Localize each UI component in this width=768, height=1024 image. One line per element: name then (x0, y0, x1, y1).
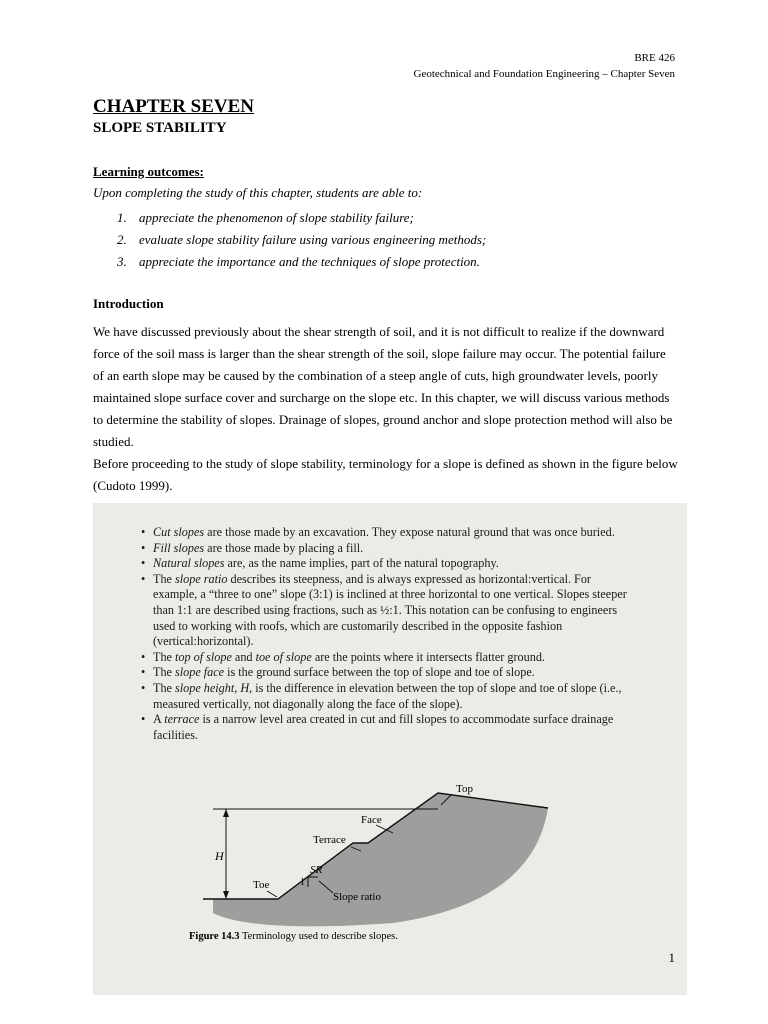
list-text: evaluate slope stability failure using various engineering methods; (139, 232, 487, 247)
header-subtitle: Geotechnical and Foundation Engineering – Chapter Seven (413, 68, 675, 80)
scanned-figure (93, 503, 687, 995)
term: top of slope (175, 649, 232, 664)
chapter-subtitle: SLOPE STABILITY (93, 120, 227, 136)
learning-outcomes-list (93, 207, 486, 273)
list-text: appreciate the importance and the techniques of slope protection. (139, 254, 480, 269)
label-one: 1 (300, 877, 305, 888)
soil-mass (213, 793, 548, 926)
introduction-heading: Introduction (93, 296, 164, 311)
list-item: • Fill slopes are those made by placing a fill. (141, 540, 364, 555)
list-item: • The slope height, H, is the difference in elevation between the top of slope and toe of slope (i.e., measured vertically, not diagonally along the face of the slope). (141, 680, 622, 711)
term: terrace (164, 712, 200, 727)
term: slope face (175, 665, 225, 680)
label-face: Face (361, 814, 382, 826)
list-item: • Cut slopes are those made by an excavation. They expose natural ground that was once buried. (141, 525, 615, 539)
list-item: • A terrace is a narrow level area created in cut and fill slopes to accommodate surface drainage facilities. (141, 712, 614, 742)
learning-outcomes-intro: Upon completing the study of this chapter, students are able to: (93, 185, 423, 200)
list-number: 3. (117, 254, 127, 269)
list-number: 2. (117, 232, 127, 247)
slope-diagram (93, 503, 687, 995)
figure-caption (189, 931, 398, 942)
list-item: • The slope ratio describes its steepness, and is always expressed as horizontal:vertical. For example, a “three to one” slope (3:1) is inclined at three horizontal to one vertical. Slopes steeper than 1:1 are described using fractions, such as ½:1. This notation can be confusing to engineers used to working with roofs, which are customarily described in the opposite fashion (vertical:horizontal). (141, 571, 627, 649)
paragraph-1: We have discussed previously about the shear strength of soil, and it is not difficult to realize if the downward force of the soil mass is larger than the shear strength of the soil, slope failure may occur. The potential failure of an earth slope may be caused by the combination of a steep angle of cuts, high groundwater levels, poorly maintained slope surface cover and surcharge on the slope etc. In this chapter, we will discuss various methods to determine the stability of slopes. Drainage of slopes, ground anchor and slope protection method will also be studied. (93, 324, 673, 449)
term: Cut slopes (153, 525, 205, 539)
list-text: appreciate the phenomenon of slope stability failure; (139, 210, 414, 225)
paragraph-2: Before proceeding to the study of slope stability, terminology for a slope is defined as shown in the figure below (Cudoto 1999). (93, 456, 678, 493)
label-h: H (215, 849, 224, 863)
introduction-paragraph (93, 321, 678, 497)
page-number: 1 (668, 950, 675, 965)
caption-text: Terminology used to describe slopes. (239, 931, 398, 942)
term: slope ratio (175, 571, 228, 586)
list-item (93, 207, 486, 229)
course-code: BRE 426 (634, 52, 675, 64)
list-item: • The top of slope and toe of slope are the points where it intersects flatter ground. (141, 649, 545, 664)
label-top: Top (456, 783, 473, 795)
label-slope-ratio: Slope ratio (333, 891, 381, 903)
label-sr: SR (310, 864, 323, 876)
term: toe of slope (255, 649, 312, 664)
label-toe: Toe (253, 879, 270, 891)
term: slope height, H, (175, 680, 253, 695)
list-item (93, 229, 486, 251)
page-header (414, 50, 675, 82)
label-terrace: Terrace (313, 834, 346, 846)
chapter-title: CHAPTER SEVEN (93, 96, 254, 117)
list-number: 1. (117, 210, 127, 225)
term: Fill slopes (153, 540, 205, 555)
list-item: • Natural slopes are, as the name implies, part of the natural topography. (141, 556, 499, 571)
caption-label: Figure 14.3 (189, 931, 240, 942)
term: Natural slopes (153, 556, 225, 571)
learning-outcomes-heading: Learning outcomes: (93, 164, 204, 179)
list-item: • The slope face is the ground surface between the top of slope and toe of slope. (141, 665, 535, 680)
list-item (93, 251, 486, 273)
